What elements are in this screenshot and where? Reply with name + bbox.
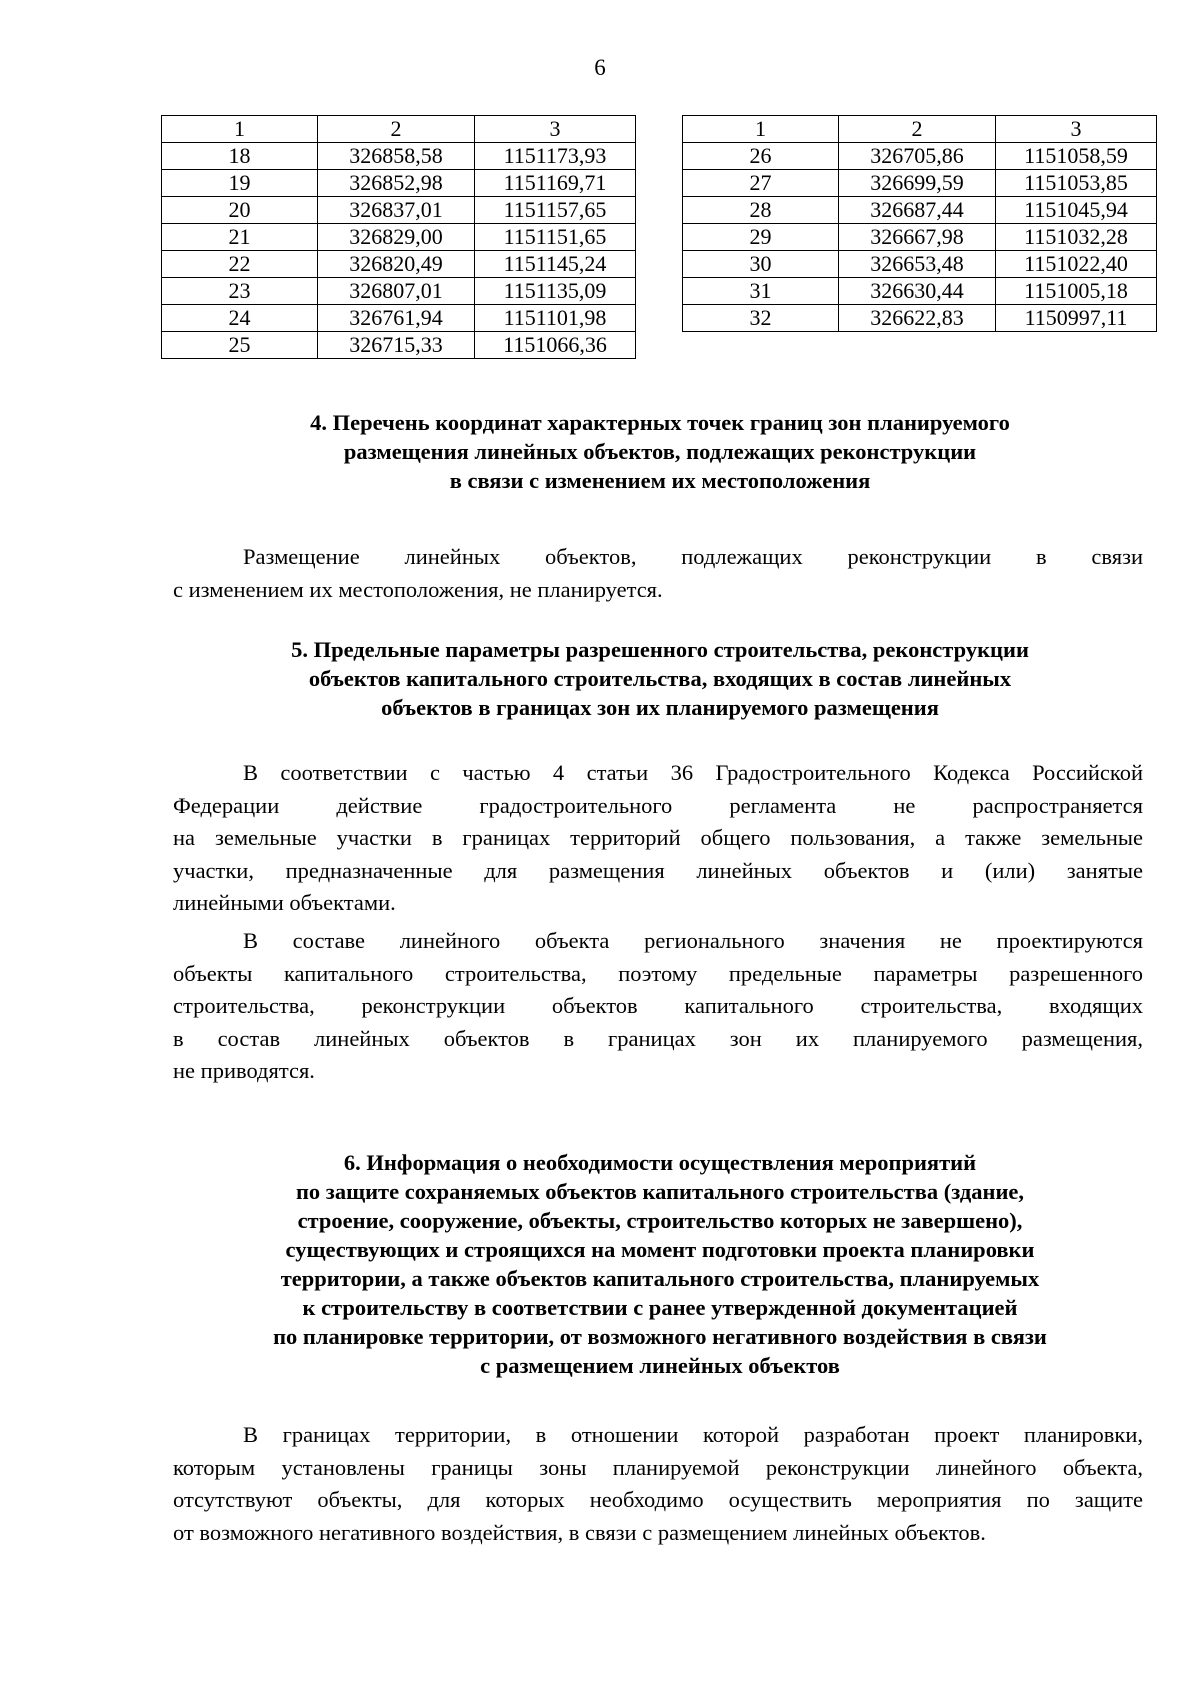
table-row (162, 197, 636, 224)
table-cell: 20 (162, 197, 318, 224)
table-cell: 326653,48 (839, 251, 996, 278)
table-row (162, 305, 636, 332)
paragraph-line: в состав линейных объектов в границах зон их планируемого размещения, (173, 1025, 1143, 1051)
table-row (683, 170, 1157, 197)
table-row (162, 170, 636, 197)
heading-line: с размещением линейных объектов (480, 1353, 840, 1378)
table-row (683, 197, 1157, 224)
paragraph-line: В составе линейного объекта регионального значения не проектируются (243, 928, 1143, 953)
heading-line: 6. Информация о необходимости осуществления мероприятий (343, 1150, 977, 1175)
table-cell: 29 (683, 224, 839, 251)
table-row (683, 143, 1157, 170)
table-cell: 1151022,40 (996, 251, 1157, 278)
table-cell: 1151045,94 (996, 197, 1157, 224)
table-cell: 1151101,98 (475, 305, 636, 332)
table-header-cell: 1 (683, 116, 839, 143)
heading-line: строение, сооружение, объекты, строительство которых не завершено), (297, 1208, 1023, 1233)
table-header-cell: 2 (318, 116, 475, 143)
table-cell: 326699,59 (839, 170, 996, 197)
table-cell: 326852,98 (318, 170, 475, 197)
table-row (162, 332, 636, 359)
table-row (683, 251, 1157, 278)
table-cell: 1151151,65 (475, 224, 636, 251)
table-cell: 24 (162, 305, 318, 332)
table-cell: 1151005,18 (996, 278, 1157, 305)
section-4-paragraph (173, 541, 1143, 606)
table-row (162, 278, 636, 305)
table-cell: 21 (162, 224, 318, 251)
heading-line: по защите сохраняемых объектов капитального строительства (здание, (295, 1179, 1025, 1204)
table-row (683, 224, 1157, 251)
table-cell: 326622,83 (839, 305, 996, 332)
table-cell: 25 (162, 332, 318, 359)
paragraph-line: В границах территории, в отношении которой разработан проект планировки, (243, 1422, 1143, 1447)
paragraph-line: Размещение линейных объектов, подлежащих реконструкции в связи (243, 544, 1143, 569)
paragraph-line: отсутствуют объекты, для которых необходимо осуществить мероприятия по защите (173, 1487, 1143, 1512)
table-cell: 1151157,65 (475, 197, 636, 224)
table-cell: 326715,33 (318, 332, 475, 359)
page-number: 6 (594, 55, 606, 80)
table-header-row (162, 116, 636, 143)
table-row (162, 143, 636, 170)
table-row (162, 224, 636, 251)
table-cell: 1151066,36 (475, 332, 636, 359)
table-cell: 28 (683, 197, 839, 224)
paragraph-line: Федерации действие градостроительного регламента не распространяется (173, 792, 1143, 818)
table-cell: 326820,49 (318, 251, 475, 278)
table-row (162, 251, 636, 278)
table-cell: 326829,00 (318, 224, 475, 251)
table-cell: 18 (162, 143, 318, 170)
paragraph-line: на земельные участки в границах территорий общего пользования, а также земельные (173, 825, 1143, 850)
table-cell: 326807,01 (318, 278, 475, 305)
table-header-cell: 2 (839, 116, 996, 143)
heading-line: 5. Предельные параметры разрешенного строительства, реконструкции (291, 637, 1029, 662)
table-cell: 19 (162, 170, 318, 197)
section-4-heading (160, 408, 1160, 495)
paragraph-line: которым установлены границы зоны планируемой реконструкции линейного объекта, (173, 1454, 1143, 1480)
paragraph-line: строительства, реконструкции объектов капитального строительства, входящих (173, 993, 1143, 1018)
table-cell: 1151173,93 (475, 143, 636, 170)
paragraph-line: линейными объектами. (173, 890, 396, 915)
table-row (683, 278, 1157, 305)
table-header-cell: 3 (996, 116, 1157, 143)
section-5-paragraph-2 (173, 925, 1143, 1088)
table-header-row (683, 116, 1157, 143)
section-5-paragraph-1 (173, 757, 1143, 920)
table-cell: 1150997,11 (996, 305, 1157, 332)
table-cell: 1151032,28 (996, 224, 1157, 251)
paragraph-line: объекты капитального строительства, поэтому предельные параметры разрешенного (173, 960, 1143, 986)
paragraph-line: с изменением их местоположения, не планируется. (173, 576, 663, 602)
section-6-paragraph (173, 1419, 1143, 1549)
table-cell: 326705,86 (839, 143, 996, 170)
section-5-heading (160, 635, 1160, 722)
table-header-cell: 1 (162, 116, 318, 143)
heading-line: по планировке территории, от возможного негативного воздействия в связи (273, 1324, 1047, 1349)
heading-line: объектов капитального строительства, входящих в состав линейных (308, 666, 1012, 691)
table-cell: 1151053,85 (996, 170, 1157, 197)
paragraph-line: В соответствии с частью 4 статьи 36 Градостроительного Кодекса Российской (243, 760, 1143, 785)
table-cell: 27 (683, 170, 839, 197)
table-cell: 23 (162, 278, 318, 305)
table-cell: 326667,98 (839, 224, 996, 251)
heading-line: 4. Перечень координат характерных точек границ зон планируемого (310, 410, 1010, 435)
table-cell: 326687,44 (839, 197, 996, 224)
table-cell: 30 (683, 251, 839, 278)
table-cell: 1151145,24 (475, 251, 636, 278)
table-cell: 32 (683, 305, 839, 332)
table-cell: 31 (683, 278, 839, 305)
table-cell: 326761,94 (318, 305, 475, 332)
paragraph-line: от возможного негативного воздействия, в связи с размещением линейных объектов. (173, 1519, 986, 1545)
table-row (683, 305, 1157, 332)
table-cell: 1151135,09 (475, 278, 636, 305)
paragraph-line: не приводятся. (173, 1058, 315, 1083)
table-header-cell: 3 (475, 116, 636, 143)
coordinates-table-right (682, 115, 1157, 332)
table-cell: 326837,01 (318, 197, 475, 224)
heading-line: к строительству в соответствии с ранее утвержденной документацией (302, 1295, 1018, 1320)
heading-line: объектов в границах зон их планируемого размещения (381, 695, 939, 720)
table-cell: 22 (162, 251, 318, 278)
heading-line: существующих и строящихся на момент подготовки проекта планировки (285, 1237, 1035, 1262)
heading-line: территории, а также объектов капитального строительства, планируемых (280, 1266, 1040, 1291)
table-cell: 326630,44 (839, 278, 996, 305)
coordinates-table-left (161, 115, 636, 359)
heading-line: размещения линейных объектов, подлежащих реконструкции (343, 439, 977, 464)
table-cell: 26 (683, 143, 839, 170)
section-6-heading (160, 1148, 1160, 1380)
heading-line: в связи с изменением их местоположения (449, 468, 871, 493)
table-cell: 1151058,59 (996, 143, 1157, 170)
table-cell: 326858,58 (318, 143, 475, 170)
paragraph-line: участки, предназначенные для размещения линейных объектов и (или) занятые (173, 857, 1143, 883)
table-cell: 1151169,71 (475, 170, 636, 197)
